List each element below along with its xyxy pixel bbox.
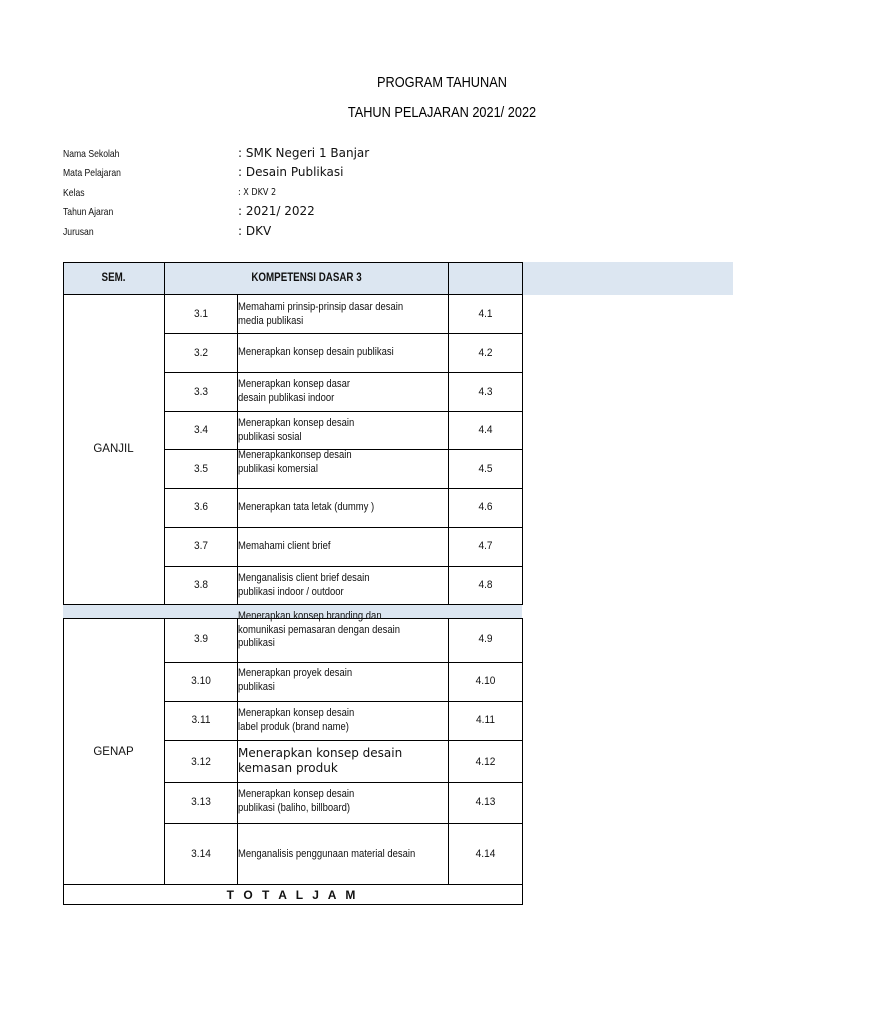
kd3-text-content: Menerapkan konsep desain publikasi (238, 346, 394, 358)
kd3-text-content: Menganalisis penggunaan material desain (238, 848, 416, 860)
kd3-text (238, 610, 453, 661)
kd3-text (238, 540, 453, 554)
info-value-subject: : Desain Publikasi (238, 165, 344, 179)
kd3-number: 3.7 (193, 540, 209, 552)
hline (164, 740, 522, 741)
hline (164, 823, 522, 824)
page-title: PROGRAM TAHUNAN (377, 74, 507, 91)
semester-ganjil: GANJIL (93, 443, 134, 455)
vline (164, 618, 165, 885)
kd4-number: 4.10 (475, 675, 496, 687)
kd3-number: 3.14 (191, 848, 211, 860)
hline (164, 566, 522, 567)
kd3-text (238, 707, 453, 734)
kd3-text (238, 346, 453, 360)
hline (164, 662, 522, 663)
kd3-text (238, 788, 453, 815)
kd3-number: 3.8 (193, 579, 209, 591)
kd3-number: 3.3 (193, 386, 209, 398)
kd3-text-content: Memahami client brief (238, 540, 331, 552)
kd3-text (238, 848, 453, 862)
kd3-text-content: Menerapkan konsep dasar desain publikasi indoor (238, 378, 351, 404)
kd3-text-content: Memahami prinsip-prinsip dasar desain media publikasi (238, 301, 404, 327)
semester-genap: GENAP (93, 746, 134, 758)
kd3-number: 3.10 (191, 675, 211, 687)
info-label-school: Nama Sekolah (63, 148, 120, 160)
kd3-number: 3.9 (193, 633, 209, 645)
hline (164, 372, 522, 373)
kd3-text (238, 417, 453, 444)
kd3-text (238, 378, 453, 405)
kd4-number: 4.6 (478, 501, 493, 513)
kd3-text-content: Menerapkan konsep desain label produk (brand name) (238, 707, 355, 733)
kd4-number: 4.1 (478, 308, 493, 320)
kd3-text (238, 746, 443, 776)
kd3-text-content: Menganalisis client brief desain publikasi indoor / outdoor (238, 572, 370, 598)
total-jam-label: T O T A L J A M (226, 888, 359, 902)
hline (164, 333, 522, 334)
kd3-text-content: Menerapkan tata letak (dummy ) (238, 501, 375, 513)
kd3-number: 3.2 (193, 347, 209, 359)
kd4-number: 4.12 (475, 756, 496, 768)
kd3-text (238, 449, 453, 476)
kd4-number: 4.11 (476, 714, 495, 726)
header-kd3: KOMPETENSI DASAR 3 (251, 272, 362, 284)
info-value-class: : X DKV 2 (238, 187, 277, 198)
kd3-number: 3.5 (193, 463, 209, 475)
hline (63, 884, 522, 885)
kd3-text-content: Menerapkankonsep desain publikasi komersial (238, 449, 352, 475)
kd3-text (238, 501, 453, 515)
kd3-text-content: Menerapkan proyek desain publikasi (238, 667, 353, 693)
hline (164, 488, 522, 489)
info-value-year: : 2021/ 2022 (238, 204, 315, 218)
kd4-number: 4.3 (478, 386, 493, 398)
hline (63, 294, 522, 295)
info-label-subject: Mata Pelajaran (63, 167, 121, 179)
hline (164, 411, 522, 412)
kd3-number: 3.12 (191, 756, 211, 768)
kd3-text-content: Menerapkan konsep branding dan komunikasi pemasaran dengan desain publikasi (238, 610, 400, 649)
page-subtitle: TAHUN PELAJARAN 2021/ 2022 (347, 104, 537, 121)
kd4-number: 4.7 (478, 540, 493, 552)
kd4-number: 4.13 (475, 796, 496, 808)
info-value-major: : DKV (238, 224, 272, 238)
info-value-school: : SMK Negeri 1 Banjar (238, 146, 370, 160)
kd3-number: 3.6 (193, 501, 209, 513)
hline (164, 782, 522, 783)
vline (164, 262, 165, 605)
kd4-number: 4.2 (478, 347, 493, 359)
kd3-number: 3.4 (193, 424, 209, 436)
info-label-class: Kelas (63, 187, 85, 199)
kd4-number: 4.9 (478, 633, 493, 645)
kd4-number: 4.4 (478, 424, 493, 436)
kd3-number: 3.11 (191, 714, 211, 726)
kd3-text (238, 572, 453, 599)
kd3-text-content: Menerapkan konsep desain publikasi (baliho, billboard) (238, 788, 355, 814)
kd4-number: 4.14 (475, 848, 496, 860)
kd4-number: 4.5 (478, 463, 493, 475)
kd3-text (238, 667, 453, 694)
hline (164, 701, 522, 702)
hline (164, 527, 522, 528)
kd3-number: 3.13 (191, 796, 211, 808)
header-sem: SEM. (101, 272, 126, 284)
kd3-text-content: Menerapkan konsep desain publikasi sosial (238, 417, 355, 443)
kd3-number: 3.1 (193, 308, 209, 320)
kd4-number: 4.8 (478, 579, 493, 591)
kd3-text-content: Menerapkan konsep desain kemasan produk (238, 746, 403, 775)
info-label-year: Tahun Ajaran (63, 206, 114, 218)
kd3-text (238, 301, 453, 328)
info-label-major: Jurusan (63, 226, 94, 238)
